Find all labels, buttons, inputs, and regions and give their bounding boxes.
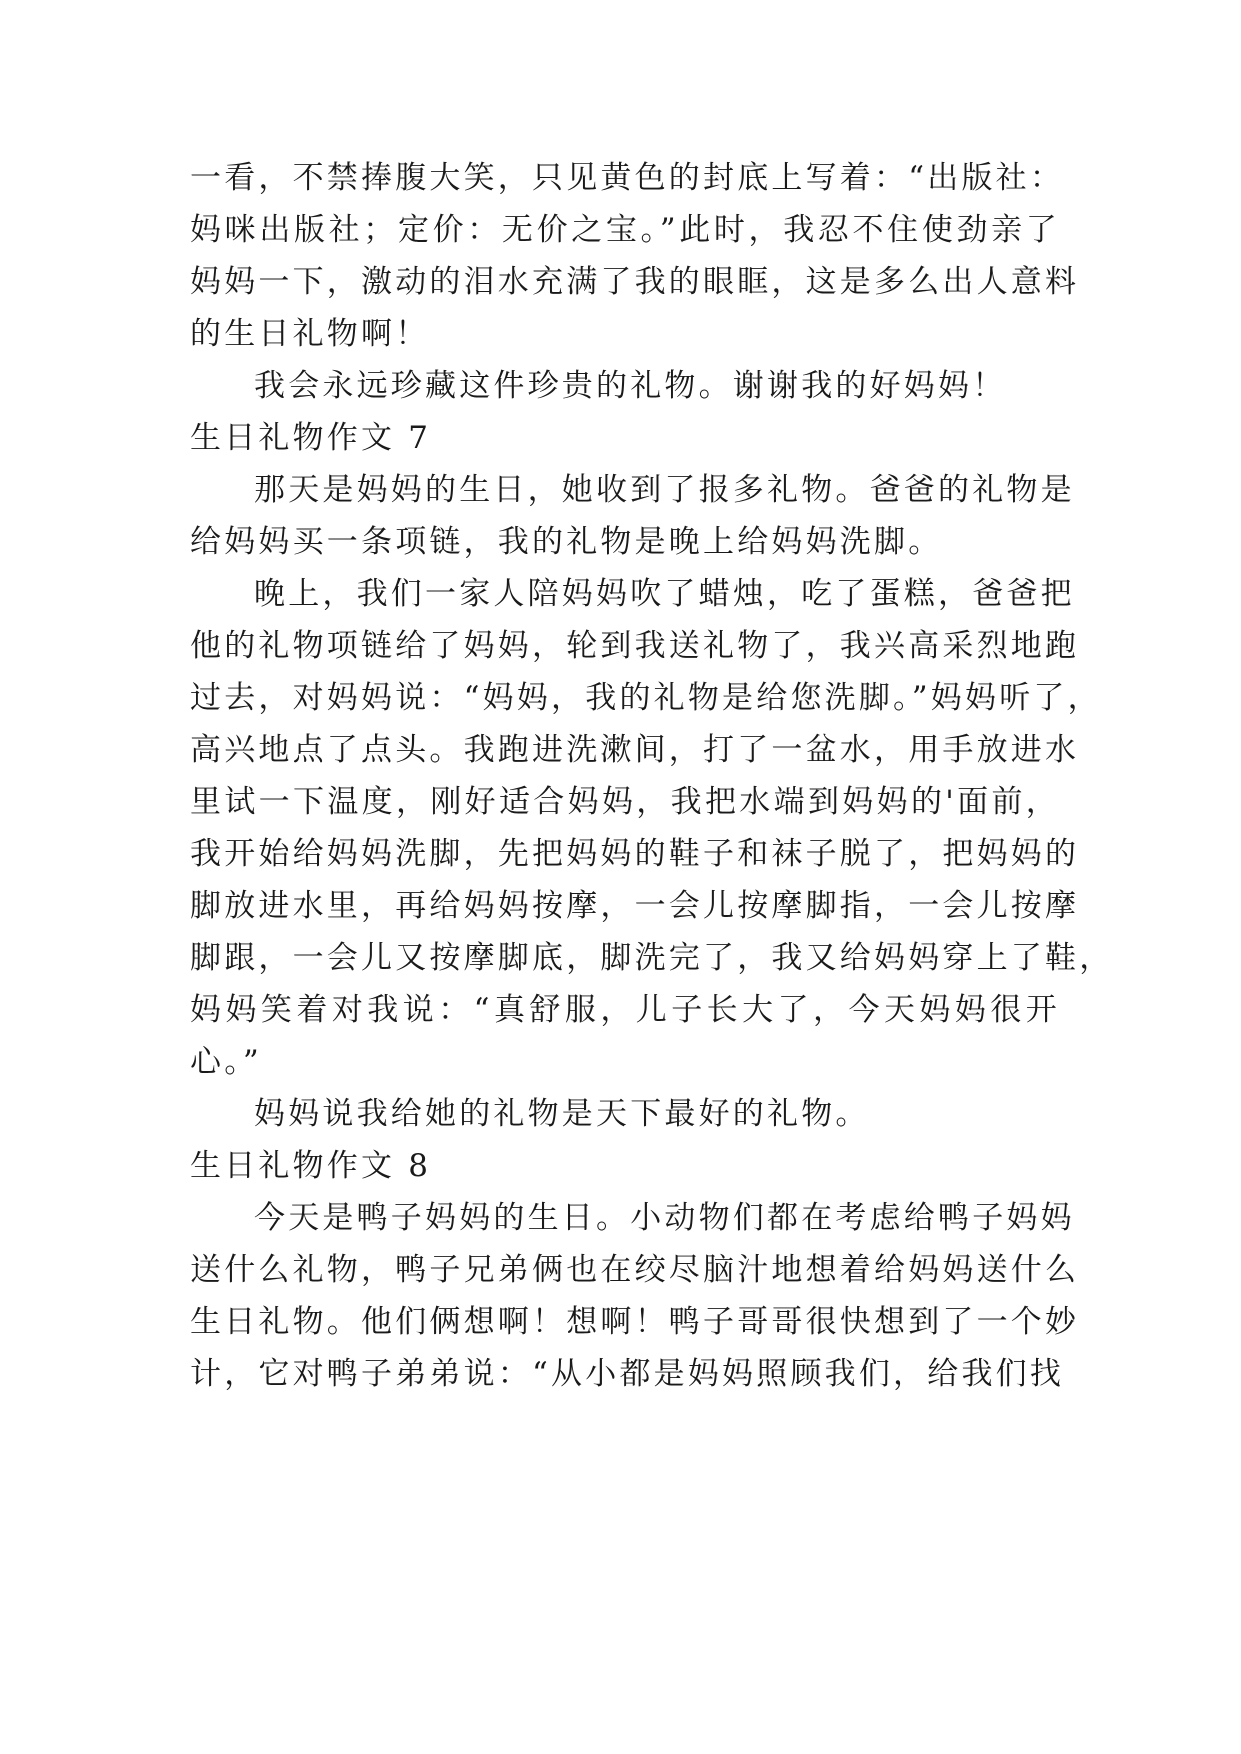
text-line: 脚跟，一会儿又按摩脚底，脚洗完了，我又给妈妈穿上了鞋， <box>190 940 1114 976</box>
text-line: 送什么礼物，鸭子兄弟俩也在绞尽脑汁地想着给妈妈送什么 <box>190 1252 1080 1288</box>
text-line: 生日礼物。他们俩想啊！想啊！鸭子哥哥很快想到了一个妙 <box>190 1304 1080 1340</box>
text-line: 计，它对鸭子弟弟说：“从小都是妈妈照顾我们，给我们找 <box>190 1356 1065 1392</box>
text-line: 里试一下温度，刚好适合妈妈，我把水端到妈妈的'面前， <box>190 784 1060 820</box>
text-line: 妈妈一下，激动的泪水充满了我的眼眶，这是多么出人意料 <box>190 264 1080 300</box>
text-line: 给妈妈买一条项链，我的礼物是晚上给妈妈洗脚。 <box>190 524 943 560</box>
text-line: 妈妈笑着对我说：“真舒服，儿子长大了，今天妈妈很开 <box>190 992 1060 1028</box>
text-line: 一看，不禁捧腹大笑，只见黄色的封底上写着：“出版社： <box>190 160 1065 196</box>
text-line: 妈咪出版社；定价：无价之宝。”此时，我忍不住使劲亲了 <box>190 212 1060 248</box>
text-line: 过去，对妈妈说：“妈妈，我的礼物是给您洗脚。”妈妈听了， <box>190 680 1102 716</box>
text-line: 我开始给妈妈洗脚，先把妈妈的鞋子和袜子脱了，把妈妈的 <box>190 836 1080 872</box>
paragraph-first-line: 妈妈说我给她的礼物是天下最好的礼物。 <box>254 1096 870 1132</box>
text-line: 他的礼物项链给了妈妈，轮到我送礼物了，我兴高采烈地跑 <box>190 628 1080 664</box>
text-line: 的生日礼物啊！ <box>190 316 430 352</box>
paragraph-first-line: 今天是鸭子妈妈的生日。小动物们都在考虑给鸭子妈妈 <box>254 1200 1075 1236</box>
section-heading: 生日礼物作文 8 <box>190 1148 432 1184</box>
section-heading: 生日礼物作文 7 <box>190 420 432 456</box>
paragraph-first-line: 那天是妈妈的生日，她收到了报多礼物。爸爸的礼物是 <box>254 472 1075 508</box>
text-line: 心。” <box>190 1044 262 1080</box>
paragraph-first-line: 晚上，我们一家人陪妈妈吹了蜡烛，吃了蛋糕，爸爸把 <box>254 576 1075 612</box>
paragraph-first-line: 我会永远珍藏这件珍贵的礼物。谢谢我的好妈妈！ <box>254 368 1007 404</box>
text-line: 脚放进水里，再给妈妈按摩，一会儿按摩脚指，一会儿按摩 <box>190 888 1080 924</box>
text-line: 高兴地点了点头。我跑进洗漱间，打了一盆水，用手放进水 <box>190 732 1080 768</box>
